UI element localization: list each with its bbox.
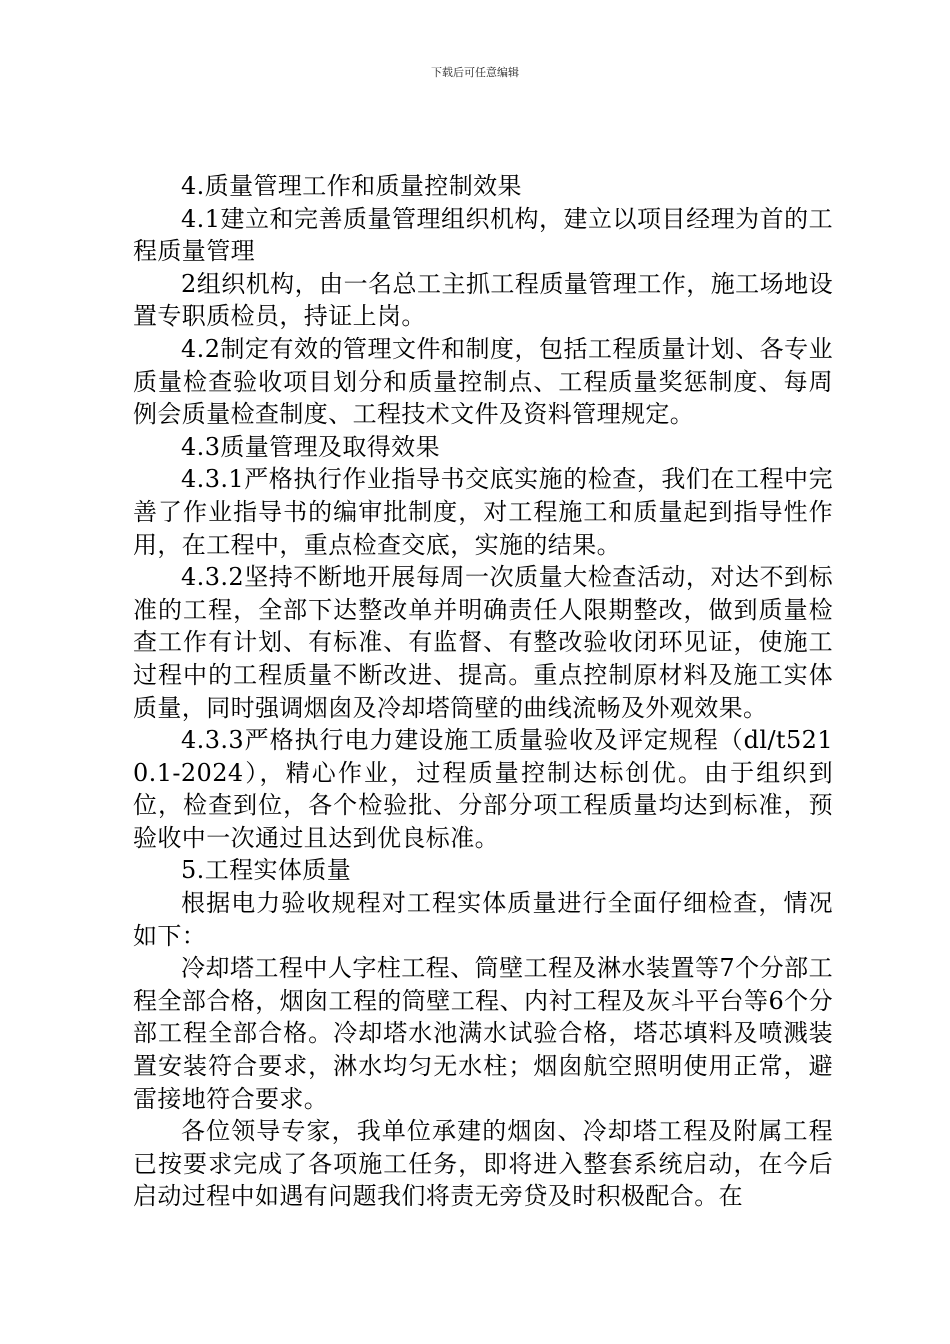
- paragraph-4-3-2: 4.3.2坚持不断地开展每周一次质量大检查活动，对达不到标准的工程，全部下达整改单并明确责任人限期整改，做到质量检查工作有计划、有标准、有监督、有整改验收闭环见证，使施工过程中的工程质量不断改进、提高。重点控制原材料及施工实体质量，同时强调烟囱及冷却塔筒壁的曲线流畅及外观效果。: [133, 563, 833, 722]
- paragraph-closing: 各位领导专家，我单位承建的烟囱、冷却塔工程及附属工程已按要求完成了各项施工任务，即将进入整套系统启动，在今后启动过程中如遇有问题我们将责无旁贷及时积极配合。在: [133, 1117, 833, 1211]
- paragraph-4-3-1: 4.3.1严格执行作业指导书交底实施的检查，我们在工程中完善了作业指导书的编审批制度，对工程施工和质量起到指导性作用，在工程中，重点检查交底，实施的结果。: [133, 465, 833, 559]
- paragraph-4-3-3: 4.3.3严格执行电力建设施工质量验收及评定规程（dl/t5210.1-2024），精心作业，过程质量控制达标创优。由于组织到位，检查到位，各个检验批、分部分项工程质量均达到标准，预验收中一次通过且达到优良标准。: [133, 726, 833, 852]
- section-heading-5: 5.工程实体质量: [181, 856, 352, 885]
- paragraph-4-1: 4.1建立和完善质量管理组织机构，建立以项目经理为首的工程质量管理: [133, 204, 833, 266]
- section-heading-4-3: 4.3质量管理及取得效果: [181, 432, 440, 461]
- section-heading-4: 4.质量管理工作和质量控制效果: [181, 172, 522, 200]
- paragraph-organization: 2组织机构，由一名总工主抓工程质量管理工作，施工场地设置专职质检员，持证上岗。: [133, 269, 833, 331]
- paragraph-4-2: 4.2制定有效的管理文件和制度，包括工程质量计划、各专业质量检查验收项目划分和质量控制点、工程质量奖惩制度、每周例会质量检查制度、工程技术文件及资料管理规定。: [133, 334, 833, 429]
- paragraph-inspection-results: 冷却塔工程中人字柱工程、筒壁工程及淋水装置等7个分部工程全部合格，烟囱工程的筒壁工程、内衬工程及灰斗平台等6个分部工程全部合格。冷却塔水池满水试验合格，塔芯填料及喷溅装置安装符合要求，淋水均匀无水柱；烟囱航空照明使用正常，避雷接地符合要求。: [133, 954, 833, 1113]
- page-header: 下载后可任意编辑: [431, 66, 519, 79]
- document-body: [133, 170, 833, 1213]
- paragraph-inspection-intro: 根据电力验收规程对工程实体质量进行全面仔细检查，情况如下：: [133, 889, 833, 950]
